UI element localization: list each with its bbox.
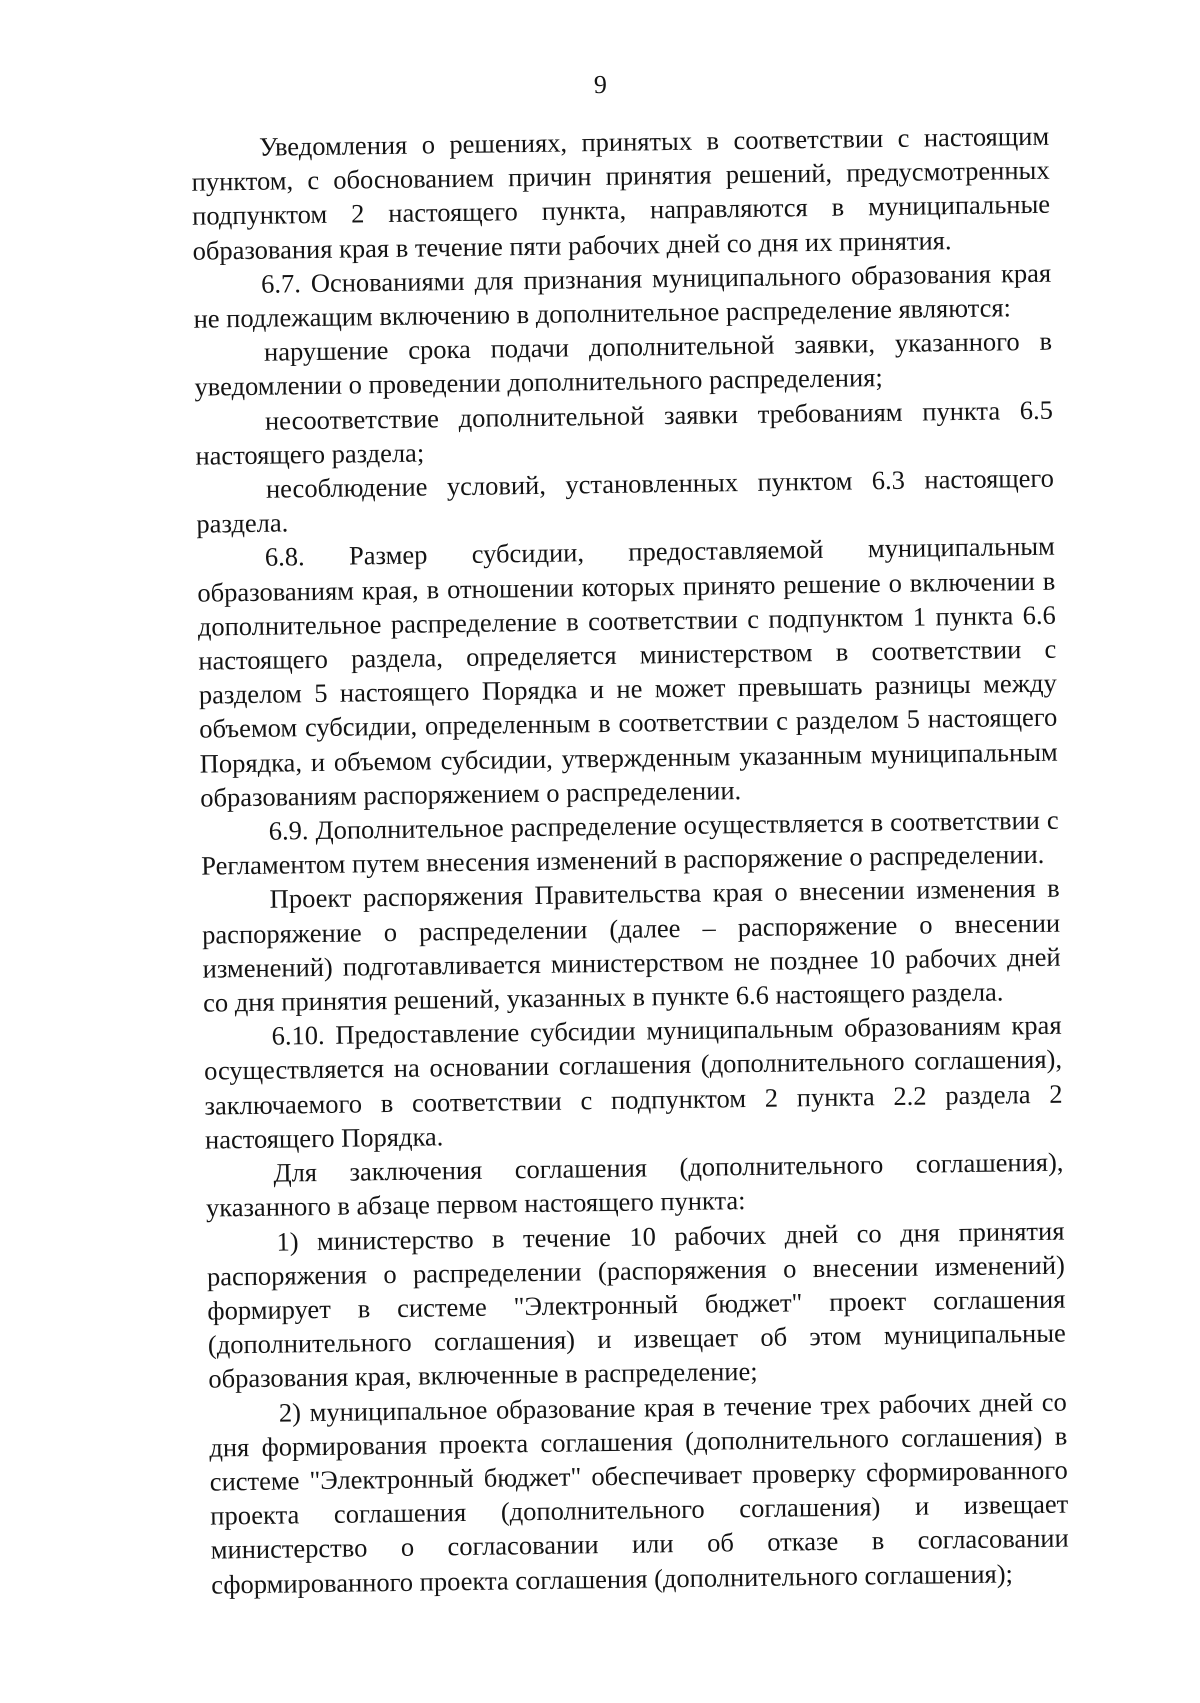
list-item-2: 2) муниципальное образование края в течение трех рабочих дней со дня формирования проекта соглашения (дополнительного соглашения) в системе "Электронный бюджет" обеспечивает проверку сформированного проекта соглашения (дополнительного соглашения) и извещает министерство о согласовании или об отказе в согласовании сформированного проекта соглашения (дополнительного соглашения);	[209, 1386, 1069, 1600]
paragraph-noncompliance: несоблюдение условий, установленных пунктом 6.3 настоящего раздела.	[196, 462, 1055, 539]
paragraph-notifications: Уведомления о решениях, принятых в соответствии с настоящим пунктом, с обоснованием причин принятия решений, предусмотренных подпунктом 2 настоящего пункта, направляются в муниципальные образования края в течение пяти рабочих дней со дня их принятия.	[191, 120, 1051, 266]
paragraph-6-7: 6.7. Основаниями для признания муниципального образования края не подлежащим включению в дополнительное распределение являются:	[193, 257, 1052, 334]
paragraph-agreement-conclusion: Для заключения соглашения (дополнительного соглашения), указанного в абзаце первом настоящего пункта:	[205, 1146, 1064, 1223]
list-item-1: 1) министерство в течение 10 рабочих дней со дня принятия распоряжения о распределении (распоряжения о внесении изменений) формирует в системе "Электронный бюджет" проект соглашения (дополнительного соглашения) и извещает об этом муниципальные образования края, включенные в распределение;	[206, 1215, 1067, 1394]
paragraph-deadline-violation: нарушение срока подачи дополнительной заявки, указанного в уведомлении о проведении дополнительного распределения;	[194, 325, 1053, 403]
paragraph-6-10: 6.10. Предоставление субсидии муниципальным образованиям края осуществляется на основании соглашения (дополнительного соглашения), заключаемого в соответствии с подпунктом 2 пункта 2.2 раздела 2 настоящего Порядка.	[203, 1009, 1063, 1155]
document-body	[191, 119, 1069, 1602]
paragraph-6-9: 6.9. Дополнительное распределение осуществляется в соответствии с Регламентом путем внесения изменений в распоряжение о распределении.	[201, 804, 1059, 881]
paragraph-6-8: 6.8. Размер субсидии, предоставляемой муниципальным образованиям края, в отношении которых принято решение о включении в дополнительное распределение в соответствии с подпунктом 1 пункта 6.6 настоящего раздела, определяется министерством в соответствии с разделом 5 настоящего Порядка и не может превышать разницы между объемом субсидии, определенным в соответствии с разделом 5 настоящего Порядка, и объемом субсидии, утвержденным указанным муниципальным образованиям распоряжением о распределении.	[197, 531, 1058, 813]
paragraph-nonconformity: несоответствие дополнительной заявки требованиям пункта 6.5 настоящего раздела;	[195, 394, 1054, 471]
paragraph-draft-order: Проект распоряжения Правительства края о внесении изменения в распоряжение о распределении (далее – распоряжение о внесении изменений) подготавливается министерством не позднее 10 рабочих дней со дня принятия решений, указанных в пункте 6.6 настоящего раздела.	[201, 873, 1061, 1018]
page-number: 9	[593, 69, 608, 100]
